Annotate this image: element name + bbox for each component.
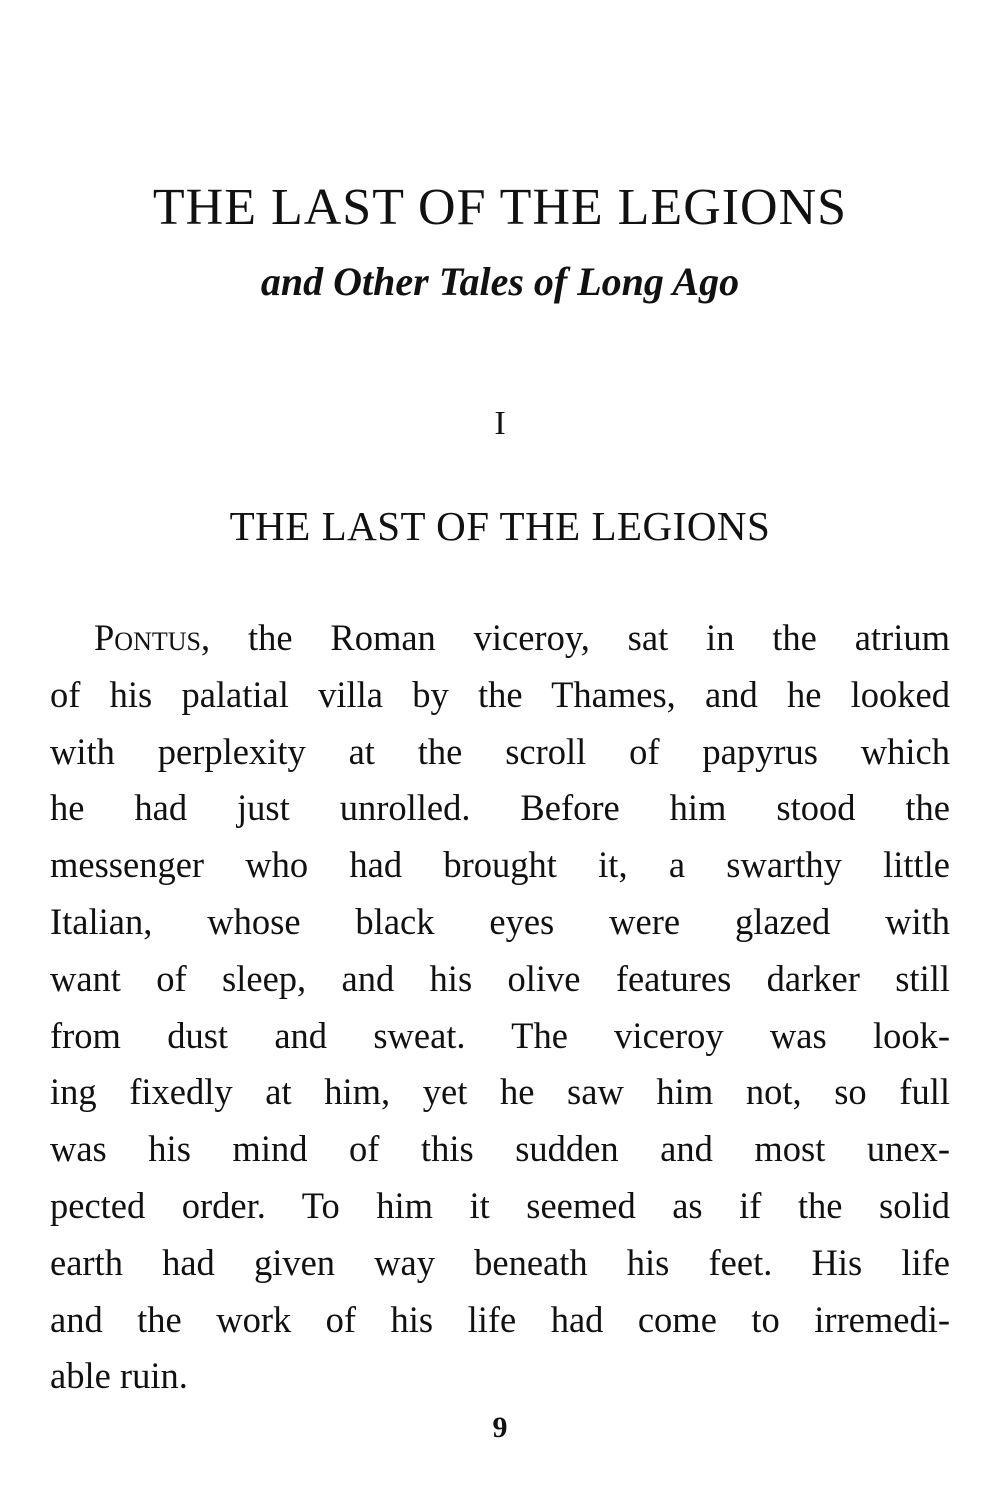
paragraph-line-12: earth had given way beneath his feet. His life	[50, 1241, 950, 1283]
lead-word: Pontus	[94, 617, 201, 658]
paragraph-line-14: able ruin.	[50, 1355, 188, 1397]
chapter-title: THE LAST OF THE LEGIONS	[229, 503, 771, 549]
paragraph-line-10: was his mind of this sudden and most unex-	[50, 1128, 950, 1170]
paragraph-line-7: want of sleep, and his olive features darker still	[50, 957, 950, 999]
paragraph-line-13: and the work of his life had come to irremedi-	[50, 1298, 950, 1340]
paragraph-line-1-text: , the Roman viceroy, sat in the atrium	[200, 617, 950, 658]
book-title: THE LAST OF THE LEGIONS	[152, 179, 848, 236]
page-number: 9	[492, 1411, 508, 1444]
paragraph-line-1	[50, 610, 950, 667]
paragraph-line-3: with perplexity at the scroll of papyrus which	[50, 730, 950, 772]
book-subtitle: and Other Tales of Long Ago	[260, 259, 740, 304]
paragraph-line-9: ing fixedly at him, yet he saw him not, so full	[50, 1071, 950, 1113]
chapter-number: I	[494, 405, 506, 442]
paragraph-line-4: he had just unrolled. Before him stood the	[50, 787, 950, 829]
paragraph-line-2: of his palatial villa by the Thames, and he looked	[50, 673, 950, 715]
paragraph-line-6: Italian, whose black eyes were glazed with	[50, 900, 950, 942]
body-paragraph	[50, 610, 950, 1405]
paragraph-line-11: pected order. To him it seemed as if the solid	[50, 1184, 950, 1226]
paragraph-line-8: from dust and sweat. The viceroy was look-	[50, 1014, 950, 1056]
paragraph-line-5: messenger who had brought it, a swarthy little	[50, 844, 950, 886]
